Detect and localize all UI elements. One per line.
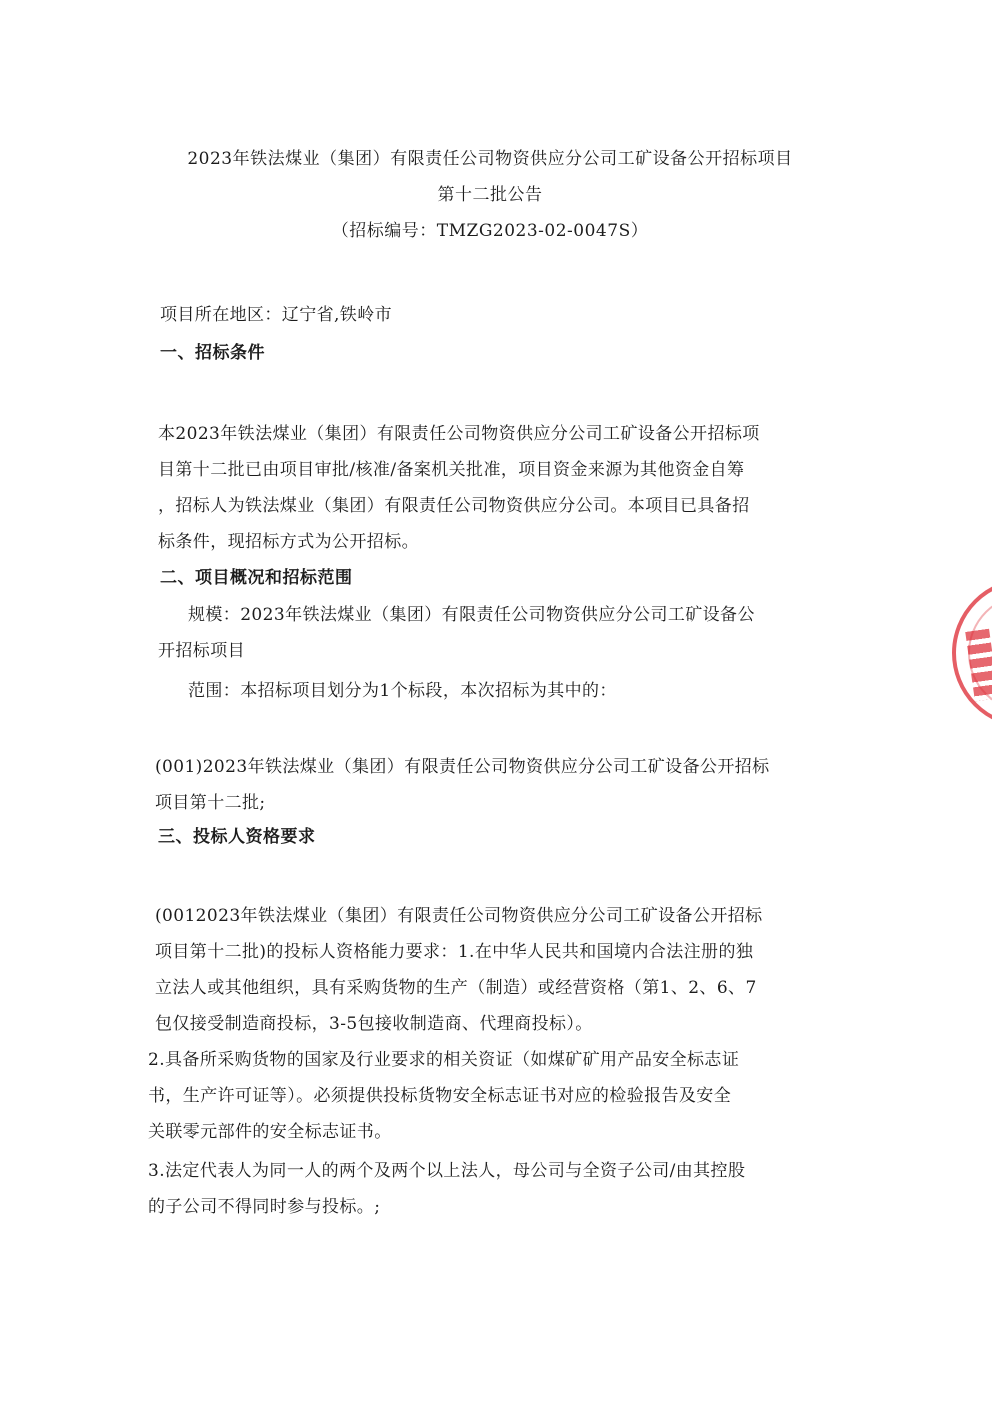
paragraph-line: 的子公司不得同时参与投标。; bbox=[148, 1197, 381, 1217]
paragraph-line: 规模：2023年铁法煤业（集团）有限责任公司物资供应分公司工矿设备公 bbox=[188, 605, 755, 625]
paragraph-line: 目第十二批已由项目审批/核准/备案机关批准，项目资金来源为其他资金自筹 bbox=[158, 460, 745, 480]
paragraph-line: 开招标项目 bbox=[158, 641, 245, 661]
section-heading-project-overview: 二、项目概况和招标范围 bbox=[160, 568, 353, 588]
paragraph-line: 标条件，现招标方式为公开招标。 bbox=[158, 532, 419, 552]
paragraph-line: 范围：本招标项目划分为1个标段，本次招标为其中的： bbox=[188, 681, 617, 701]
paragraph-line: 本2023年铁法煤业（集团）有限责任公司物资供应分公司工矿设备公开招标项 bbox=[158, 424, 760, 444]
paragraph-line: (001)2023年铁法煤业（集团）有限责任公司物资供应分公司工矿设备公开招标 bbox=[155, 757, 770, 777]
paragraph-line: 3.法定代表人为同一人的两个及两个以上法人，母公司与全资子公司/由其控股 bbox=[148, 1161, 746, 1181]
paragraph-line: 立法人或其他组织，具有采购货物的生产（制造）或经营资格（第1、2、6、7 bbox=[155, 978, 757, 998]
paragraph-line: 2.具备所采购货物的国家及行业要求的相关资证（如煤矿矿用产品安全标志证 bbox=[148, 1050, 740, 1070]
paragraph-line: 包仅接受制造商投标，3-5包接收制造商、代理商投标）。 bbox=[155, 1014, 593, 1034]
tender-number: （招标编号：TMZG2023-02-0047S） bbox=[331, 221, 649, 241]
paragraph-line: 项目第十二批)的投标人资格能力要求：1.在中华人民共和国境内合法注册的独 bbox=[155, 942, 754, 962]
section-heading-bidding-conditions: 一、招标条件 bbox=[160, 343, 265, 363]
paragraph-line: 项目第十二批; bbox=[155, 793, 266, 813]
seal-characters bbox=[965, 629, 992, 702]
paragraph-line: (0012023年铁法煤业（集团）有限责任公司物资供应分公司工矿设备公开招标 bbox=[155, 906, 763, 926]
doc-title-line-1: 2023年铁法煤业（集团）有限责任公司物资供应分公司工矿设备公开招标项目 bbox=[187, 149, 793, 169]
paragraph-line: 关联零元部件的安全标志证书。 bbox=[148, 1122, 392, 1142]
doc-title-line-2: 第十二批公告 bbox=[437, 185, 543, 205]
paragraph-line: ，招标人为铁法煤业（集团）有限责任公司物资供应分公司。本项目已具备招 bbox=[158, 496, 750, 516]
paragraph-line: 书，生产许可证等）。必须提供投标货物安全标志证书对应的检验报告及安全 bbox=[148, 1086, 732, 1106]
red-seal-stamp bbox=[952, 578, 992, 728]
section-heading-bidder-qualifications: 三、投标人资格要求 bbox=[158, 827, 316, 847]
project-region: 项目所在地区：辽宁省,铁岭市 bbox=[160, 305, 393, 325]
